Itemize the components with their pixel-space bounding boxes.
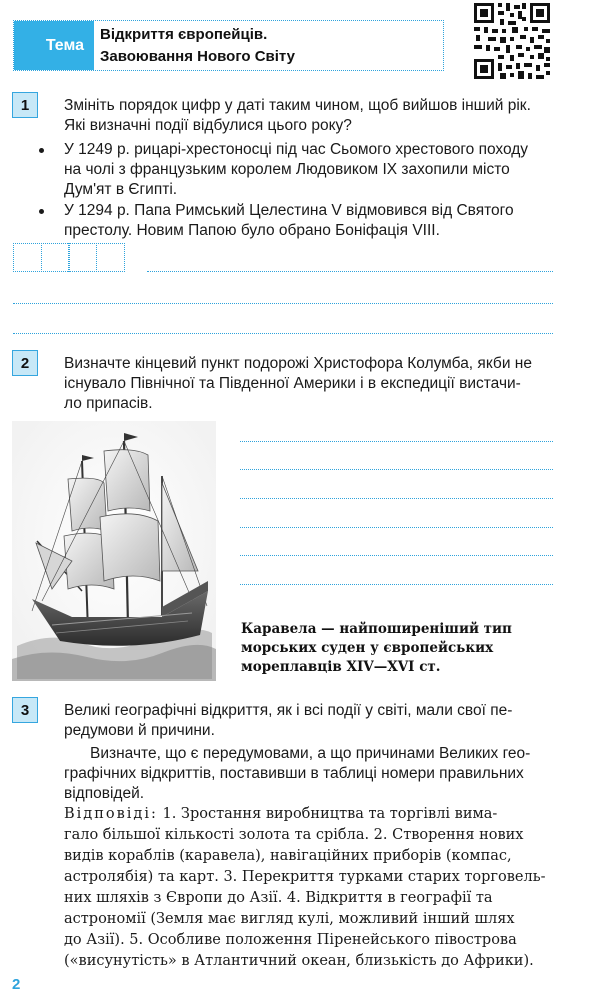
task-number-2: 2 xyxy=(12,350,38,376)
answers-line-7: до Азії). 5. Особливе положення Піренейського півострова xyxy=(64,932,517,948)
task1-question-line-2: Які визначні події відбулися цього року? xyxy=(64,117,352,134)
bullet-icon xyxy=(39,148,44,153)
caption-line-3: мореплавців XIV—XVI ст. xyxy=(241,659,441,675)
answer-line[interactable] xyxy=(13,303,553,304)
answers-label: Відповіді: xyxy=(64,806,158,822)
year-digit-cell-1[interactable] xyxy=(13,243,42,272)
bullet1-line-3: Дум'ят в Єгипті. xyxy=(64,181,178,198)
task2-question-line-2: існувало Північної та Південної Америки і в експедиції вистачи- xyxy=(64,375,521,392)
task3-intro-line-2: редумови й причини. xyxy=(64,722,215,739)
bullet2-line-1: У 1294 р. Папа Римський Целестина V відмовився від Святого xyxy=(64,202,514,219)
page-title xyxy=(100,24,440,68)
answer-line[interactable] xyxy=(147,271,553,272)
title-line-2: Завоювання Нового Світу xyxy=(100,48,295,65)
task3-instruction-line-3: відповідей. xyxy=(64,785,145,802)
bullet1-line-1: У 1249 р. рицарі-хрестоносці під час Сьомого хрестового походу xyxy=(64,141,529,158)
task1-bullet-2 xyxy=(64,201,554,241)
task1-bullet-1 xyxy=(64,140,554,200)
answer-line[interactable] xyxy=(240,555,553,556)
qr-code-icon[interactable] xyxy=(472,1,552,81)
answer-line[interactable] xyxy=(13,333,553,334)
task3-instruction-line-2: графічних відкриттів, поставивши в таблиці номери правильних xyxy=(64,765,524,782)
title-line-1: Відкриття європейців. xyxy=(100,26,268,43)
answers-line-3: видів кораблів (каравела), навігаційних приборів (компас, xyxy=(64,848,512,864)
answers-line-2: гало більшої кількості золота та срібла. 2. Створення нових xyxy=(64,827,524,843)
answers-line-8: («висунутість» в Атлантичний океан, близькість до Африки). xyxy=(64,953,534,969)
task2-question xyxy=(64,354,554,414)
answers-line-5: них шляхів з Європи до Азії. 4. Відкриття в географії та xyxy=(64,890,493,906)
caravel-ship-image xyxy=(12,421,216,681)
task3-instruction-line-1: Визначте, що є передумовами, а що причинами Великих гео- xyxy=(90,745,531,762)
task1-question-line-1: Змініть порядок цифр у даті таким чином, щоб вийшов інший рік. xyxy=(64,97,531,114)
answer-option-1: 1. Зростання виробництва та торгівлі вима- xyxy=(162,806,498,822)
year-answer-cells[interactable] xyxy=(13,243,123,272)
task-number-1: 1 xyxy=(12,92,38,118)
task3-intro-line-1: Великі географічні відкриття, як і всі події у світі, мали свої пе- xyxy=(64,702,513,719)
bullet-icon xyxy=(39,209,44,214)
image-caption xyxy=(241,620,551,677)
bullet1-line-2: на чолі з французьким королем Людовиком ІХ захопили місто xyxy=(64,161,510,178)
caption-line-2: морських суден у європейських xyxy=(241,640,494,656)
topic-label: Тема xyxy=(14,21,94,70)
answer-line[interactable] xyxy=(240,498,553,499)
answer-line[interactable] xyxy=(240,527,553,528)
answer-line[interactable] xyxy=(240,584,553,585)
answers-line-6: астрономії (Земля має вигляд кулі, можливий інший шлях xyxy=(64,911,515,927)
year-digit-cell-4[interactable] xyxy=(96,243,125,272)
answer-line[interactable] xyxy=(240,469,553,470)
page-number: 2 xyxy=(12,976,21,993)
task1-question xyxy=(64,96,554,136)
year-digit-cell-3[interactable] xyxy=(68,243,97,272)
year-digit-cell-2[interactable] xyxy=(41,243,70,272)
caption-line-1: Каравела — найпоширеніший тип xyxy=(241,621,512,637)
answers-line-4: астролябія) та карт. 3. Перекриття турками старих торговель- xyxy=(64,869,546,885)
task-number-3: 3 xyxy=(12,697,38,723)
task2-question-line-1: Визначте кінцевий пункт подорожі Христофора Колумба, якби не xyxy=(64,355,532,372)
answer-options xyxy=(64,804,554,972)
task3-intro xyxy=(64,701,554,741)
bullet2-line-2: престолу. Новим Папою було обрано Боніфація VIII. xyxy=(64,222,440,239)
task2-question-line-3: ло припасів. xyxy=(64,395,153,412)
task3-instruction xyxy=(64,744,554,804)
answer-line[interactable] xyxy=(240,441,553,442)
